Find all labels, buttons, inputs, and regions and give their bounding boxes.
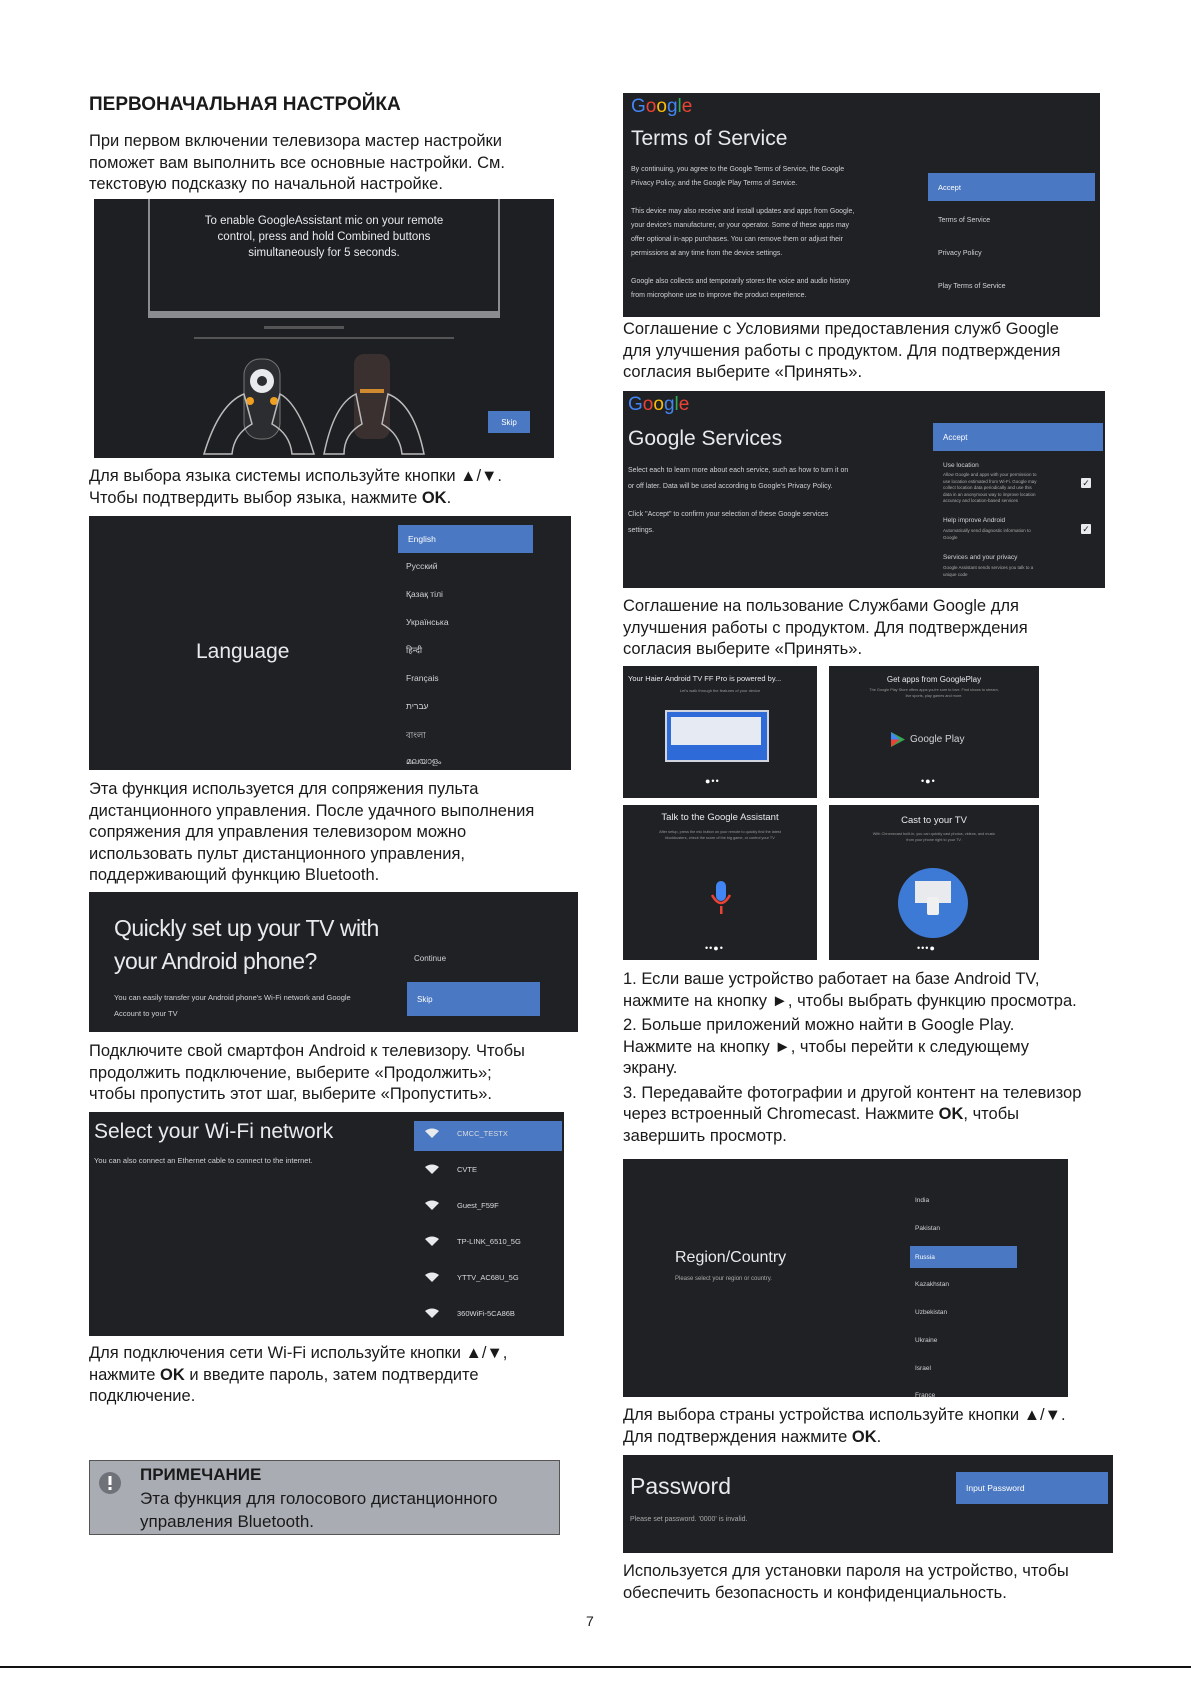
- caption-line: Для подключения сети Wi-Fi используйте кнопки ▲/▼,: [89, 1344, 508, 1362]
- wifi-icon: [425, 1128, 439, 1139]
- title-line: your Android phone?: [114, 948, 317, 974]
- tile-assistant: [623, 805, 817, 960]
- region-option[interactable]: Kazakhstan: [915, 1281, 949, 1288]
- tv-stand: [148, 313, 500, 318]
- wifi-network-name: 360WiFi-5CA86B: [457, 1309, 515, 1318]
- language-option[interactable]: Français: [406, 673, 439, 683]
- pager-dots: ●••: [705, 776, 720, 786]
- google-logo: Google: [628, 394, 690, 415]
- tile-sub: After setup, press the mic button on your remote to quickly find the latest blockbusters, check the score of the big game, or control your TV: [659, 830, 781, 840]
- caption-line: 1. Если ваше устройство работает на базе Android TV,: [623, 970, 1040, 988]
- note-line: Эта функция для голосового дистанционного: [140, 1489, 498, 1508]
- note-text: [140, 1487, 498, 1533]
- title-line: Quickly set up your TV with: [114, 915, 379, 941]
- intro-line: При первом включении телевизора мастер настройки: [89, 132, 502, 150]
- help-improve-option[interactable]: Help improve Android: [943, 517, 1006, 524]
- caption-line: продолжить подключение, выберите «Продолжить»;: [89, 1063, 492, 1082]
- caption-line: завершить просмотр.: [623, 1126, 787, 1145]
- accept-button[interactable]: Accept: [928, 173, 1095, 201]
- tv-illustration: [665, 710, 769, 762]
- wifi-caption: [89, 1343, 579, 1408]
- message-line: simultaneously for 5 seconds.: [248, 247, 400, 259]
- password-sub: Please set password. '0000' is invalid.: [630, 1516, 748, 1523]
- region-screen: [623, 1159, 1068, 1397]
- wifi-network-item[interactable]: [425, 1272, 519, 1283]
- tile-sub: Let's walk through the features of your device: [679, 688, 761, 693]
- region-option-selected[interactable]: Russia: [910, 1246, 1017, 1268]
- caption-line: нажмите OK и введите пароль, затем подтвердите: [89, 1365, 479, 1384]
- tile-title: Your Haier Android TV FF Pro is powered by...: [628, 674, 782, 683]
- note-line: управления Bluetooth.: [140, 1512, 315, 1531]
- wifi-network-item[interactable]: [425, 1164, 477, 1175]
- intro-paragraph: [89, 131, 559, 196]
- note-box: [89, 1460, 560, 1535]
- tile-powered-by: [623, 666, 817, 798]
- google-play-text: Google Play: [910, 734, 965, 745]
- tile-sub: With Chromecast built-in, you can quickly cast photos, videos, and music from your phone right to your TV.: [872, 832, 996, 842]
- stand-base: [264, 326, 344, 329]
- footer-rule: [0, 1666, 1191, 1668]
- hands-remote-illustration: [194, 349, 434, 458]
- note-title: ПРИМЕЧАНИЕ: [140, 1465, 262, 1484]
- services-title: Google Services: [628, 427, 783, 450]
- wifi-icon: [425, 1164, 439, 1175]
- wifi-network-name: Guest_F59F: [457, 1201, 499, 1210]
- phone-setup-screen: [89, 892, 578, 1032]
- language-option[interactable]: Українська: [406, 617, 449, 627]
- region-caption: [623, 1405, 1168, 1448]
- warning-icon: [98, 1471, 122, 1495]
- language-option[interactable]: Қазақ тілі: [406, 589, 443, 599]
- tos-screen: [623, 93, 1100, 317]
- privacy-link[interactable]: Privacy Policy: [938, 250, 982, 257]
- tos-caption: [623, 319, 1143, 384]
- services-screen: [623, 391, 1105, 588]
- input-password-field[interactable]: Input Password: [956, 1472, 1108, 1504]
- wifi-title: Select your Wi-Fi network: [94, 1120, 334, 1143]
- wifi-screen: [89, 1112, 564, 1336]
- region-option[interactable]: France: [915, 1392, 936, 1399]
- wifi-network-item[interactable]: [425, 1308, 515, 1319]
- caption-line: через встроенный Chromecast. Нажмите OK, чтобы: [623, 1105, 1020, 1123]
- message-line: To enable GoogleAssistant mic on your remote: [204, 215, 444, 227]
- phone-caption: [89, 1041, 579, 1106]
- caption-line: Чтобы подтвердить выбор языка, нажмите OK.: [89, 488, 452, 507]
- caption-line: нажмите на кнопку ►, чтобы выбрать функцию просмотра.: [623, 991, 1077, 1010]
- help-improve-desc: Automatically send diagnostic information to Google: [943, 528, 1031, 540]
- use-location-option[interactable]: Use location: [943, 462, 979, 469]
- wifi-network-name: CMCC_TESTX: [457, 1129, 508, 1138]
- region-option[interactable]: Uzbekistan: [915, 1309, 948, 1316]
- sub-line: Account to your TV: [114, 1009, 178, 1018]
- caption-line: Для выбора страны устройства используйте кнопки ▲/▼.: [623, 1406, 1066, 1424]
- google-play-logo: [891, 732, 964, 747]
- region-option[interactable]: Israel: [915, 1365, 931, 1372]
- caption-line: Соглашение с Условиями предоставления служб Google: [623, 320, 1059, 338]
- caption-line: использовать пульт дистанционного управления,: [89, 844, 466, 863]
- language-option[interactable]: বাংলা: [406, 730, 426, 740]
- password-title: Password: [630, 1473, 731, 1499]
- tos-title: Terms of Service: [631, 127, 788, 150]
- caption-line: Нажмите на кнопку ►, чтобы перейти к следующему: [623, 1037, 1030, 1056]
- caption-line: Подключите свой смартфон Android к телевизору. Чтобы: [89, 1042, 525, 1060]
- services-paragraph: Select each to learn more about each service, such as how to turn it on or off later. Data will be used according to Google's Privacy Policy. Click "Accept" to confirm your selection of these Google services settings.: [628, 467, 849, 534]
- wifi-icon: [425, 1236, 439, 1247]
- language-caption: [89, 466, 559, 509]
- microphone-icon: [710, 881, 732, 915]
- caption-line: поддерживающий функцию Bluetooth.: [89, 866, 380, 884]
- caption-line: 3. Передавайте фотографии и другой контент на телевизор: [623, 1083, 1082, 1102]
- wifi-network-name: CVTE: [457, 1165, 478, 1174]
- tile-google-play: [829, 666, 1039, 798]
- play-terms-link[interactable]: Play Terms of Service: [938, 283, 1006, 290]
- intro-line: поможет вам выполнить все основные настройки. См.: [89, 153, 505, 172]
- pager-dots: ••●•: [705, 943, 724, 953]
- use-location-checkbox[interactable]: ✓: [1082, 478, 1090, 488]
- phone-sub: [114, 990, 351, 1022]
- caption-line: Для подтверждения нажмите OK.: [623, 1427, 882, 1446]
- sub-line: You can easily transfer your Android phone's Wi-Fi network and Google: [114, 993, 351, 1002]
- region-title: Region/Country: [675, 1249, 787, 1266]
- tile-title: Get apps from GooglePlay: [886, 675, 982, 684]
- caption-line: Соглашение на пользование Службами Google для: [623, 597, 1019, 615]
- message-line: control, press and hold Combined buttons: [217, 231, 431, 243]
- language-option[interactable]: മലയാളം: [406, 756, 442, 766]
- skip-button[interactable]: Skip: [407, 982, 540, 1016]
- page-title: ПЕРВОНАЧАЛЬНАЯ НАСТРОЙКА: [89, 94, 401, 115]
- region-option[interactable]: Pakistan: [915, 1225, 940, 1232]
- services-privacy-option[interactable]: Services and your privacy: [943, 554, 1018, 561]
- password-caption: [623, 1561, 1168, 1604]
- wifi-icon: [425, 1308, 439, 1319]
- remote-setup-screen: [94, 199, 554, 458]
- region-option[interactable]: India: [915, 1197, 930, 1204]
- language-screen: [89, 516, 571, 770]
- caption-line: Эта функция используется для сопряжения пульта: [89, 780, 479, 798]
- pairing-caption: [89, 779, 579, 887]
- accept-button[interactable]: Accept: [933, 423, 1103, 451]
- tiles-caption: [623, 969, 1168, 1147]
- caption-line: Используется для установки пароля на устройство, чтобы: [623, 1562, 1069, 1580]
- tile-sub: The Google Play Store offers apps you're sure to love. Find shows to stream, live sports, play games and more.: [869, 688, 999, 698]
- language-option[interactable]: हिन्दी: [406, 645, 423, 655]
- use-location-desc: Allow Google and apps with your permission to use location estimated from Wi-Fi. Google may collect location data periodically and use this data in an anonymous way to improve location accuracy and location-based services: [943, 472, 1037, 503]
- services-privacy-desc: Google Assistant sends services you talk to a unique code: [943, 565, 1034, 577]
- caption-line: обеспечить безопасность и конфиденциальность.: [623, 1583, 1007, 1602]
- page-number: 7: [586, 1613, 594, 1629]
- cast-illustration: [897, 867, 969, 939]
- wifi-network-item[interactable]: [425, 1236, 521, 1247]
- tile-title: Cast to your TV: [901, 815, 967, 826]
- caption-line: Для выбора языка системы используйте кнопки ▲/▼.: [89, 467, 502, 485]
- wifi-icon: [425, 1272, 439, 1283]
- language-option-english[interactable]: English: [398, 525, 533, 553]
- tile-title: Talk to the Google Assistant: [661, 812, 779, 823]
- phone-title: [114, 912, 379, 978]
- intro-line: текстовую подсказку по начальной настройке.: [89, 175, 443, 193]
- region-option[interactable]: Ukraine: [915, 1337, 938, 1344]
- caption-line: согласия выберите «Принять».: [623, 363, 863, 381]
- play-store-icon: [891, 732, 905, 747]
- wifi-icon: [425, 1200, 439, 1211]
- caption-line: сопряжения для управления телевизором можно: [89, 823, 467, 841]
- wifi-network-item[interactable]: [425, 1200, 499, 1211]
- floor-line: [194, 337, 454, 339]
- caption-line: экрану.: [623, 1059, 678, 1077]
- caption-line: согласия выберите «Принять».: [623, 640, 863, 658]
- caption-line: улучшения работы с продуктом. Для подтверждения: [623, 618, 1028, 637]
- region-sub: Please select your region or country.: [675, 1276, 772, 1282]
- caption-line: подключение.: [89, 1387, 196, 1405]
- tos-paragraph: By continuing, you agree to the Google Terms of Service, the Google Privacy Policy, and the Google Play Terms of Service. This device may also receive and install updates and apps from Google, your device's manufacturer, or your operator. Some of these apps may offer optional in-app purchases. You can remove them or adjust their permissions at any time from the device settings. Google also collects and temporarily stores the voice and audio history from microphone use to improve the product experience.: [631, 166, 855, 299]
- terms-link[interactable]: Terms of Service: [938, 217, 991, 224]
- services-caption: [623, 596, 1143, 661]
- password-screen: [623, 1455, 1113, 1553]
- help-improve-checkbox[interactable]: ✓: [1082, 524, 1090, 534]
- tile-cast: [829, 805, 1039, 960]
- remote-message: [174, 213, 474, 261]
- skip-button[interactable]: Skip: [488, 411, 530, 433]
- wifi-network-name: TP-LINK_6510_5G: [457, 1237, 521, 1246]
- language-option[interactable]: עברית: [406, 701, 429, 711]
- continue-option[interactable]: Continue: [414, 954, 447, 963]
- caption-line: чтобы пропустить этот шаг, выберите «Пропустить».: [89, 1085, 492, 1103]
- caption-line: дистанционного управления. После удачного выполнения: [89, 801, 535, 820]
- pager-dots: •••●: [917, 943, 936, 953]
- language-title: Language: [196, 640, 290, 663]
- wifi-network-name: YTTV_AC68U_5G: [457, 1273, 519, 1282]
- language-option[interactable]: Русский: [406, 561, 438, 571]
- google-logo: Google: [631, 96, 693, 117]
- caption-line: для улучшения работы с продуктом. Для подтверждения: [623, 341, 1061, 360]
- wifi-network-item[interactable]: [425, 1128, 508, 1139]
- pager-dots: •●•: [921, 776, 936, 786]
- wifi-sub: You can also connect an Ethernet cable to connect to the internet.: [94, 1156, 313, 1165]
- caption-line: 2. Больше приложений можно найти в Google Play.: [623, 1016, 1015, 1034]
